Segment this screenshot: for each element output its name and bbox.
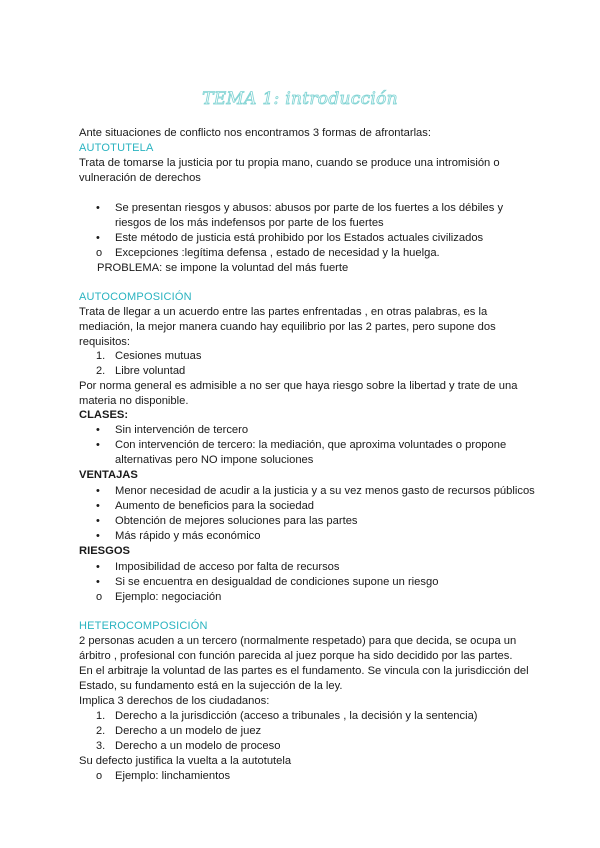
autotutela-bullet-2: Este método de justicia está prohibido por los Estados actuales civilizados (115, 232, 484, 244)
bullet-marker: • (96, 439, 100, 451)
autotutela-bullet-1a: Se presentan riesgos y abusos: abusos por parte de los fuertes a los débiles y (115, 202, 504, 214)
number-marker: 2. (96, 365, 106, 377)
clase-1: Sin intervención de tercero (115, 424, 249, 436)
autocomposicion-desc-2: mediación, la mejor manera cuando hay equilibrio por las 2 partes, pero supone dos (79, 321, 496, 333)
requisito-2: Libre voluntad (115, 365, 186, 377)
bullet-marker: • (96, 515, 100, 527)
requisito-1: Cesiones mutuas (115, 350, 202, 362)
hetero-desc-1: 2 personas acuden a un tercero (normalmente respetado) para que decida, se ocupa un (79, 635, 517, 647)
autocomposicion-desc-3: requisitos: (79, 336, 130, 348)
circle-marker: o (96, 247, 103, 259)
autocomposicion-desc-1: Trata de llegar a un acuerdo entre las partes enfrentadas , en otras palabras, es la (79, 306, 488, 318)
bullet-marker: • (96, 530, 100, 542)
hetero-desc-4: Estado, su fundamento está en la sujección de la ley. (79, 680, 343, 692)
clase-2b: alternativas pero NO impone soluciones (115, 454, 314, 466)
bullet-marker: • (96, 485, 100, 497)
section-heading-autocomposicion: AUTOCOMPOSICIÓN (79, 291, 192, 303)
hetero-desc-5: Implica 3 derechos de los ciudadanos: (79, 695, 270, 707)
autocomposicion-norma-1: Por norma general es admisible a no ser que haya riesgo sobre la libertad y trate de una (79, 380, 518, 392)
hetero-defecto: Su defecto justifica la vuelta a la autotutela (79, 755, 292, 767)
circle-marker: o (96, 770, 103, 782)
derecho-2: Derecho a un modelo de juez (115, 725, 262, 737)
bullet-marker: • (96, 576, 100, 588)
ventaja-1: Menor necesidad de acudir a la justicia y a su vez menos gasto de recursos públicos (115, 485, 535, 497)
number-marker: 2. (96, 725, 106, 737)
number-marker: 1. (96, 350, 106, 362)
bullet-marker: • (96, 202, 100, 214)
derecho-3: Derecho a un modelo de proceso (115, 740, 281, 752)
page-title: TEMA 1: introducción (202, 89, 398, 109)
ventaja-2: Aumento de beneficios para la sociedad (115, 500, 315, 512)
circle-marker: o (96, 591, 103, 603)
hetero-ejemplo: Ejemplo: linchamientos (115, 770, 231, 782)
autotutela-desc-1: Trata de tomarse la justicia por tu propia mano, cuando se produce una intromisión o (79, 157, 500, 169)
bullet-marker: • (96, 424, 100, 436)
derecho-1: Derecho a la jurisdicción (acceso a tribunales , la decisión y la sentencia) (115, 710, 478, 722)
bullet-marker: • (96, 232, 100, 244)
ventaja-3: Obtención de mejores soluciones para las partes (115, 515, 358, 527)
autocomposicion-norma-2: materia no disponible. (79, 395, 189, 407)
autotutela-problema: PROBLEMA: se impone la voluntad del más fuerte (97, 262, 349, 274)
bullet-marker: • (96, 500, 100, 512)
section-heading-autotutela: AUTOTUTELA (79, 142, 154, 154)
riesgo-3: Ejemplo: negociación (115, 591, 222, 603)
ventajas-heading: VENTAJAS (79, 469, 138, 481)
clases-heading: CLASES: (79, 409, 129, 421)
number-marker: 3. (96, 740, 106, 752)
bullet-marker: • (96, 561, 100, 573)
hetero-desc-3: En el arbitraje la voluntad de las partes es el fundamento. Se vincula con la jurisdicción del (79, 665, 529, 677)
autotutela-desc-2: vulneración de derechos (79, 172, 201, 184)
riesgo-1: Imposibilidad de acceso por falta de recursos (115, 561, 340, 573)
section-heading-heterocomposicion: HETEROCOMPOSICIÓN (79, 620, 208, 632)
riesgo-2: Si se encuentra en desigualdad de condiciones supone un riesgo (115, 576, 439, 588)
hetero-desc-2: árbitro , profesional con función parecida al juez porque ha sido decidido por las partes. (79, 650, 513, 662)
autotutela-bullet-3: Excepciones :legítima defensa , estado de necesidad y la huelga. (115, 247, 440, 259)
ventaja-4: Más rápido y más económico (115, 530, 261, 542)
intro-text: Ante situaciones de conflicto nos encontramos 3 formas de afrontarlas: (79, 127, 431, 139)
autotutela-bullet-1b: riesgos de los más indefensos por parte de los fuertes (115, 217, 384, 229)
clase-2a: Con intervención de tercero: la mediación, que aproxima voluntades o propone (115, 439, 507, 451)
riesgos-heading: RIESGOS (79, 545, 130, 557)
number-marker: 1. (96, 710, 106, 722)
